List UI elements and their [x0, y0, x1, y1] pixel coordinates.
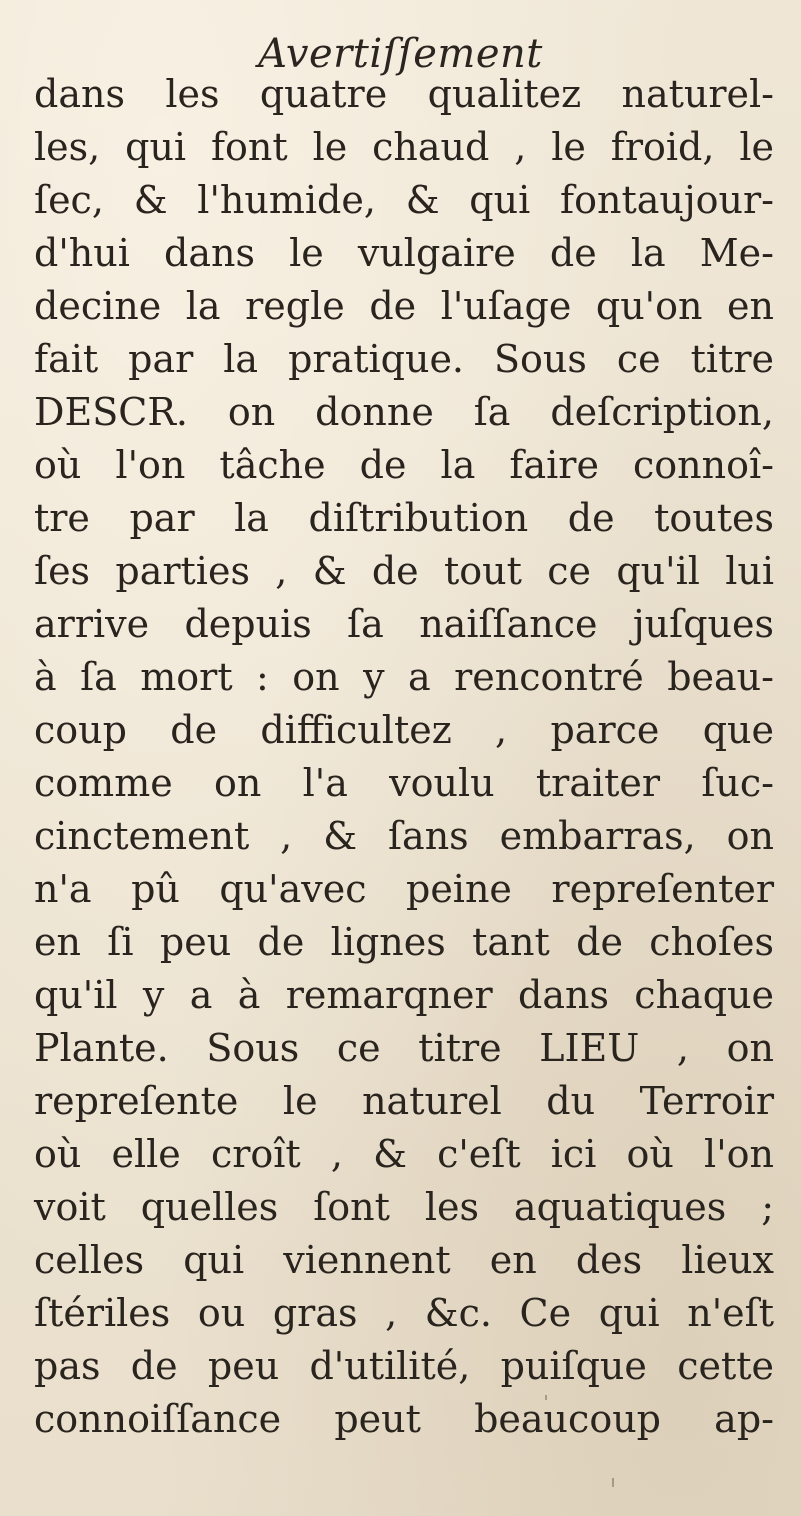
text-line: comme on l'a voulu traiter ſuc-: [34, 761, 774, 805]
text-line: cinctement , & ſans embarras, on: [34, 814, 774, 858]
paper-speck: [545, 1395, 547, 1400]
text-line: fait par la pratique. Sous ce titre: [34, 337, 774, 381]
text-line: pas de peu d'utilité, puiſque cette: [34, 1344, 774, 1388]
text-line: DESCR. on donne ſa deſcription,: [34, 390, 774, 434]
text-line: Plante. Sous ce titre LIEU , on: [34, 1026, 774, 1070]
text-line: où elle croît , & c'eſt ici où l'on: [34, 1132, 774, 1176]
text-line: decine la regle de l'uſage qu'on en: [34, 284, 774, 328]
text-line: en ſi peu de lignes tant de choſes: [34, 920, 774, 964]
text-line: ſtériles ou gras , &c. Ce qui n'eſt: [34, 1291, 774, 1335]
text-line: coup de difficultez , parce que: [34, 708, 774, 752]
text-line: repreſente le naturel du Terroir: [34, 1079, 774, 1123]
paper-speck: [612, 1478, 614, 1487]
text-line: les, qui font le chaud , le froid, le: [34, 125, 774, 169]
text-line: n'a pû qu'avec peine repreſenter: [34, 867, 774, 911]
text-line: connoiſſance peut beaucoup ap-: [34, 1397, 774, 1441]
text-line: à ſa mort : on y a rencontré beau-: [34, 655, 774, 699]
paragraph: [34, 68, 774, 1446]
running-head: Avertiſſement: [258, 31, 543, 77]
text-line: dans les quatre qualitez naturel-: [34, 72, 774, 116]
text-line: tre par la diſtribution de toutes: [34, 496, 774, 540]
text-line: voit quelles ſont les aquatiques ;: [34, 1185, 774, 1229]
text-line: arrive depuis ſa naiſſance juſques: [34, 602, 774, 646]
text-line: ſec, & l'humide, & qui fontaujour-: [34, 178, 774, 222]
text-line: celles qui viennent en des lieux: [34, 1238, 774, 1282]
text-line: d'hui dans le vulgaire de la Me-: [34, 231, 774, 275]
text-line: ſes parties , & de tout ce qu'il lui: [34, 549, 774, 593]
text-line: où l'on tâche de la faire connoî-: [34, 443, 774, 487]
text-line: qu'il y a à remarqner dans chaque: [34, 973, 774, 1017]
